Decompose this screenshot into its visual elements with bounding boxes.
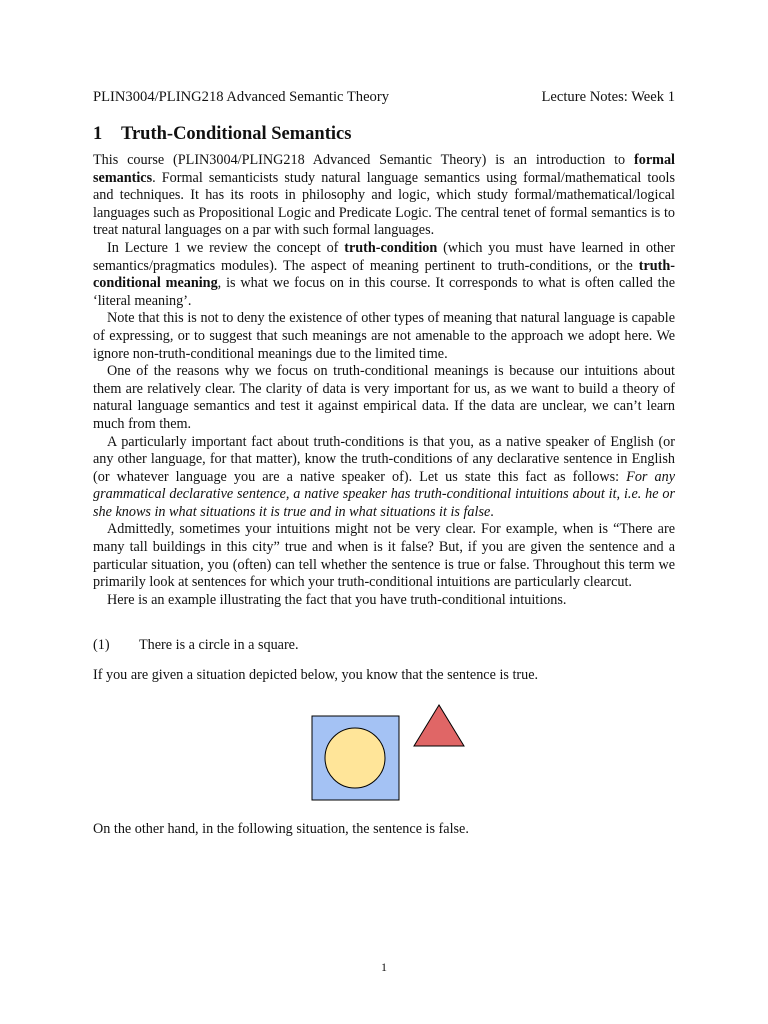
- section-number: 1: [93, 124, 103, 144]
- paragraph-after-example: If you are given a situation depicted below, you know that the sentence is true.: [93, 667, 539, 683]
- paragraph-5-emphasis: For any grammatical declarative sentence, a native speaker has truth-conditional intuitions about it, i.e. he or she knows in what situations it is true and in what situations it is false: [93, 468, 675, 520]
- section-heading: [93, 123, 675, 145]
- section-title: Truth-Conditional Semantics: [121, 124, 352, 144]
- situation-figure: [310, 700, 470, 810]
- circle-shape: [325, 728, 385, 788]
- body-text: [93, 152, 675, 609]
- term-truth-conditional-meaning: truth-conditional meaning: [93, 257, 675, 292]
- paragraph-1-text-c: . Formal semanticists study natural language semantics using formal/mathematical tools and techniques. It has its roots in philosophy and logic, which study formal/mathematical/logical languages such as Propositional Logic and Predicate Logic. The central tenet of formal semantics is to treat natural languages on a par with such formal languages.: [93, 169, 675, 239]
- paragraph-6: Admittedly, sometimes your intuitions might not be very clear. For example, when is “There are many tall buildings in this city” true and when is it false? But, if you are given the sentence and a particular situation, you (often) can tell whether the sentence is true or false. Throughout this term we primarily look at sentences for which your truth-conditional intuitions are particularly clearcut.: [93, 521, 675, 591]
- paragraph-2-text-a: In Lecture 1 we review the concept of: [107, 239, 345, 256]
- paragraph-5-text-a: A particularly important fact about truth-conditions is that you, as a native speaker of English (or any other language, for that matter), know the truth-conditions of any declarative sentence in English (or whatever language you are a native speaker of). Let us state this fact as follows:: [93, 433, 675, 485]
- paragraph-1: [93, 152, 675, 240]
- example-number: (1): [93, 637, 110, 653]
- page-number: 1: [381, 960, 387, 974]
- paragraph-other-hand: On the other hand, in the following situation, the sentence is false.: [93, 821, 469, 837]
- paragraph-2-text-e: , is what we focus on in this course. It corresponds to what is often called the ‘literal meaning’.: [93, 275, 675, 309]
- paragraph-2-text-c: (which you must have learned in other semantics/pragmatics modules). The aspect of meaning pertinent to truth-conditions, or the: [93, 239, 676, 274]
- paragraph-5-text-c: .: [490, 503, 494, 520]
- header-lecture-notes: Lecture Notes: Week 1: [541, 89, 675, 105]
- example-sentence: There is a circle in a square.: [139, 637, 299, 653]
- paragraph-4: One of the reasons why we focus on truth-conditional meanings is because our intuitions about them are relatively clear. The clarity of data is very important for us, as we want to build a theory of natural language semantics and test it against empirical data. If the data are unclear, we can’t learn much from them.: [93, 363, 675, 432]
- paragraph-3: Note that this is not to deny the existence of other types of meaning that natural language is capable of expressing, or to suggest that such meanings are not amenable to the approach we adopt here. We ignore non-truth-conditional meanings due to the limited time.: [93, 310, 675, 362]
- header-course-title: PLIN3004/PLING218 Advanced Semantic Theory: [93, 89, 390, 105]
- term-truth-condition: truth-condition: [344, 239, 438, 256]
- figure-svg: [310, 700, 470, 810]
- document-page: [93, 0, 675, 1024]
- term-formal-semantics: formal semantics: [93, 152, 675, 186]
- triangle-shape: [414, 705, 464, 746]
- paragraph-2: [93, 240, 675, 310]
- paragraph-7: Here is an example illustrating the fact that you have truth-conditional intuitions.: [107, 591, 567, 608]
- paragraph-5: [93, 434, 675, 522]
- paragraph-1-text-a: This course (PLIN3004/PLING218 Advanced Semantic Theory) is an introduction to: [93, 152, 635, 168]
